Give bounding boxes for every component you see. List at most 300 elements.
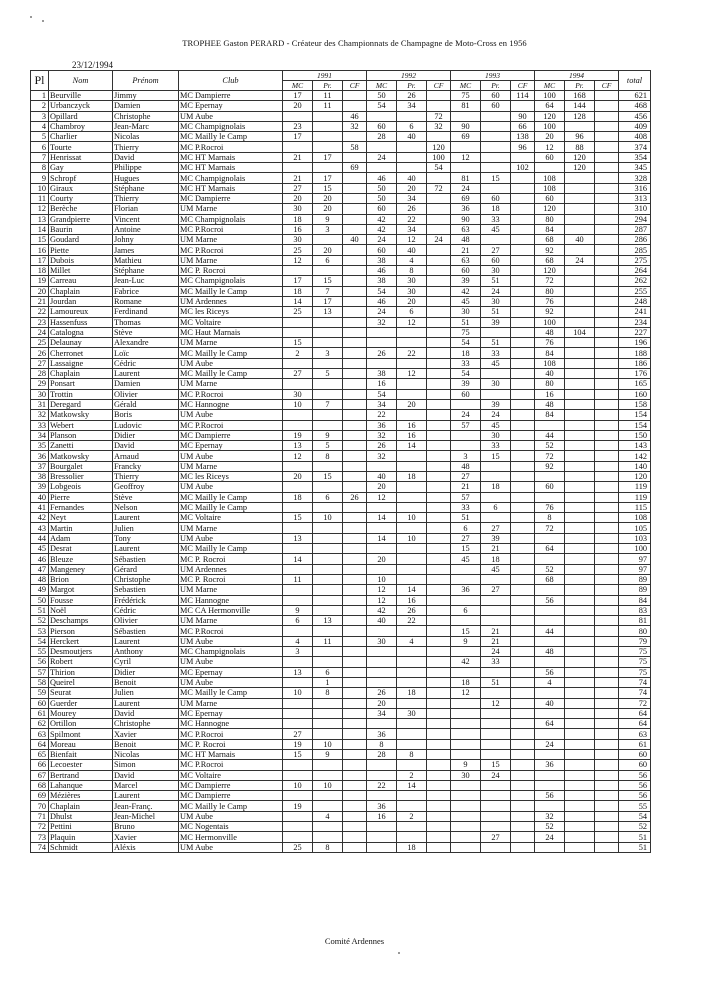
cell-cf-1993 [511, 471, 535, 481]
cell-cf-1991: 26 [343, 492, 367, 502]
cell-pr-1994 [565, 173, 595, 183]
cell-mc-1994 [535, 533, 565, 543]
table-row [31, 719, 651, 729]
cell-cf-1991 [343, 688, 367, 698]
cell-rank: 21 [31, 296, 49, 306]
cell-pr-1993 [481, 471, 511, 481]
cell-cf-1994 [595, 574, 619, 584]
cell-club: MC Hannogne [179, 595, 283, 605]
cell-pr-1992 [397, 657, 427, 667]
cell-pr-1993 [481, 719, 511, 729]
cell-rank: 67 [31, 770, 49, 780]
cell-cf-1992 [427, 471, 451, 481]
cell-mc-1991: 9 [283, 605, 313, 615]
cell-mc-1991: 20 [283, 471, 313, 481]
cell-cf-1991 [343, 204, 367, 214]
cell-cf-1992 [427, 173, 451, 183]
table-row [31, 492, 651, 502]
cell-pr-1993: 45 [481, 358, 511, 368]
cell-pr-1991 [313, 266, 343, 276]
cell-pr-1992: 18 [397, 471, 427, 481]
cell-name: Goudard [49, 235, 113, 245]
cell-cf-1991 [343, 544, 367, 554]
cell-cf-1991 [343, 647, 367, 657]
cell-pr-1991: 9 [313, 430, 343, 440]
cell-mc-1991: 15 [283, 513, 313, 523]
cell-total: 468 [619, 101, 651, 111]
cell-cf-1991 [343, 286, 367, 296]
cell-pr-1993 [481, 142, 511, 152]
cell-rank: 14 [31, 224, 49, 234]
cell-cf-1992 [427, 533, 451, 543]
cell-mc-1993: 24 [451, 410, 481, 420]
cell-cf-1994 [595, 214, 619, 224]
cell-mc-1994: 84 [535, 348, 565, 358]
cell-cf-1993 [511, 379, 535, 389]
cell-club: UM Aube [179, 451, 283, 461]
cell-firstname: Olivier [113, 616, 179, 626]
header-total: total [619, 71, 651, 91]
cell-total: 313 [619, 193, 651, 203]
cell-pr-1994 [565, 214, 595, 224]
table-row [31, 358, 651, 368]
cell-name: Matkowsky [49, 410, 113, 420]
cell-cf-1993 [511, 183, 535, 193]
cell-mc-1993: 39 [451, 379, 481, 389]
cell-pr-1991 [313, 461, 343, 471]
cell-cf-1994 [595, 338, 619, 348]
cell-mc-1994: 92 [535, 245, 565, 255]
cell-cf-1991 [343, 554, 367, 564]
cell-mc-1993: 36 [451, 204, 481, 214]
cell-club: UM Aube [179, 842, 283, 852]
cell-mc-1992 [367, 647, 397, 657]
header-pr: Pr. [397, 81, 427, 91]
cell-cf-1994 [595, 564, 619, 574]
cell-pr-1993: 60 [481, 91, 511, 101]
cell-cf-1991 [343, 101, 367, 111]
cell-pr-1992: 34 [397, 193, 427, 203]
header-mc: MC [535, 81, 565, 91]
cell-firstname: Antoine [113, 224, 179, 234]
cell-cf-1991 [343, 750, 367, 760]
cell-mc-1992: 60 [367, 245, 397, 255]
cell-pr-1993: 12 [481, 698, 511, 708]
cell-pr-1994 [565, 441, 595, 451]
cell-pr-1991 [313, 317, 343, 327]
cell-mc-1994 [535, 801, 565, 811]
cell-pr-1991: 11 [313, 101, 343, 111]
table-row [31, 750, 651, 760]
cell-pr-1994: 120 [565, 152, 595, 162]
cell-rank: 71 [31, 811, 49, 821]
cell-pr-1994 [565, 626, 595, 636]
cell-mc-1994: 76 [535, 502, 565, 512]
cell-mc-1992: 16 [367, 379, 397, 389]
cell-pr-1992 [397, 574, 427, 584]
cell-pr-1991 [313, 544, 343, 554]
cell-pr-1994: 24 [565, 255, 595, 265]
cell-name: Seurat [49, 688, 113, 698]
cell-mc-1994: 56 [535, 595, 565, 605]
cell-cf-1992 [427, 327, 451, 337]
cell-pr-1992: 34 [397, 224, 427, 234]
cell-firstname: Boris [113, 410, 179, 420]
cell-cf-1991: 46 [343, 111, 367, 121]
cell-pr-1994 [565, 533, 595, 543]
cell-mc-1993 [451, 595, 481, 605]
cell-mc-1994: 76 [535, 296, 565, 306]
cell-cf-1993 [511, 369, 535, 379]
cell-pr-1993: 30 [481, 296, 511, 306]
table-row [31, 739, 651, 749]
cell-cf-1994 [595, 739, 619, 749]
cell-mc-1994: 84 [535, 410, 565, 420]
cell-pr-1991 [313, 235, 343, 245]
cell-firstname: Christophe [113, 574, 179, 584]
cell-pr-1991: 4 [313, 811, 343, 821]
cell-firstname: Thierry [113, 471, 179, 481]
cell-club: MC Mailly le Camp [179, 544, 283, 554]
cell-pr-1991: 3 [313, 224, 343, 234]
cell-cf-1994 [595, 729, 619, 739]
cell-mc-1993 [451, 780, 481, 790]
cell-mc-1994: 64 [535, 101, 565, 111]
cell-cf-1991 [343, 832, 367, 842]
cell-cf-1994 [595, 605, 619, 615]
cell-pr-1991 [313, 554, 343, 564]
cell-total: 55 [619, 801, 651, 811]
cell-mc-1992: 12 [367, 595, 397, 605]
cell-pr-1991 [313, 410, 343, 420]
cell-pr-1992 [397, 801, 427, 811]
cell-cf-1993 [511, 317, 535, 327]
cell-total: 75 [619, 667, 651, 677]
cell-cf-1993 [511, 204, 535, 214]
cell-mc-1993 [451, 441, 481, 451]
cell-cf-1992 [427, 461, 451, 471]
cell-club: MC HT Marnais [179, 152, 283, 162]
cell-rank: 72 [31, 822, 49, 832]
table-row [31, 791, 651, 801]
cell-pr-1992 [397, 482, 427, 492]
cell-cf-1991 [343, 585, 367, 595]
cell-firstname: Laurent [113, 791, 179, 801]
cell-cf-1992 [427, 595, 451, 605]
cell-club: UM Aube [179, 482, 283, 492]
cell-rank: 37 [31, 461, 49, 471]
cell-pr-1993: 30 [481, 266, 511, 276]
cell-cf-1992 [427, 616, 451, 626]
cell-firstname: Didier [113, 667, 179, 677]
cell-pr-1991 [313, 698, 343, 708]
cell-pr-1991 [313, 482, 343, 492]
cell-mc-1991 [283, 317, 313, 327]
cell-rank: 10 [31, 183, 49, 193]
cell-mc-1992: 60 [367, 204, 397, 214]
table-row [31, 801, 651, 811]
cell-total: 72 [619, 698, 651, 708]
cell-cf-1994 [595, 183, 619, 193]
cell-name: Henrissat [49, 152, 113, 162]
cell-cf-1991 [343, 502, 367, 512]
cell-rank: 59 [31, 688, 49, 698]
cell-pr-1993 [481, 574, 511, 584]
cell-cf-1992 [427, 224, 451, 234]
cell-cf-1992: 24 [427, 235, 451, 245]
cell-name: Fernandes [49, 502, 113, 512]
cell-pr-1993 [481, 152, 511, 162]
cell-mc-1992: 32 [367, 430, 397, 440]
cell-pr-1992: 2 [397, 811, 427, 821]
cell-mc-1992: 46 [367, 173, 397, 183]
cell-total: 143 [619, 441, 651, 451]
cell-name: Noël [49, 605, 113, 615]
cell-mc-1993: 30 [451, 770, 481, 780]
cell-mc-1993: 81 [451, 173, 481, 183]
cell-total: 286 [619, 235, 651, 245]
cell-cf-1993 [511, 430, 535, 440]
cell-cf-1992: 120 [427, 142, 451, 152]
cell-mc-1994: 84 [535, 224, 565, 234]
cell-pr-1994 [565, 842, 595, 852]
cell-firstname: Christophe [113, 719, 179, 729]
table-row [31, 255, 651, 265]
cell-cf-1991 [343, 152, 367, 162]
cell-mc-1994 [535, 842, 565, 852]
cell-cf-1994 [595, 430, 619, 440]
cell-mc-1993: 75 [451, 91, 481, 101]
cell-firstname: Mathieu [113, 255, 179, 265]
cell-pr-1992: 18 [397, 842, 427, 852]
cell-cf-1994 [595, 822, 619, 832]
cell-mc-1993: 60 [451, 389, 481, 399]
cell-cf-1992 [427, 791, 451, 801]
cell-mc-1993: 21 [451, 482, 481, 492]
table-row [31, 121, 651, 131]
cell-rank: 5 [31, 132, 49, 142]
cell-mc-1991: 23 [283, 121, 313, 131]
cell-pr-1993: 18 [481, 554, 511, 564]
cell-mc-1992: 36 [367, 801, 397, 811]
cell-pr-1992: 16 [397, 595, 427, 605]
cell-cf-1992 [427, 842, 451, 852]
cell-pr-1991: 6 [313, 492, 343, 502]
cell-pr-1992: 20 [397, 183, 427, 193]
cell-firstname: Stève [113, 327, 179, 337]
cell-name: Hassenfuss [49, 317, 113, 327]
cell-club: UM Marne [179, 461, 283, 471]
table-row [31, 163, 651, 173]
cell-mc-1993: 15 [451, 544, 481, 554]
cell-pr-1991: 9 [313, 750, 343, 760]
cell-cf-1991 [343, 574, 367, 584]
cell-pr-1991 [313, 327, 343, 337]
cell-cf-1992: 32 [427, 121, 451, 131]
cell-cf-1991 [343, 791, 367, 801]
cell-firstname: Sebastien [113, 585, 179, 595]
cell-cf-1994 [595, 698, 619, 708]
cell-rank: 52 [31, 616, 49, 626]
cell-pr-1994 [565, 245, 595, 255]
cell-mc-1993: 18 [451, 348, 481, 358]
cell-pr-1994 [565, 389, 595, 399]
cell-cf-1994 [595, 791, 619, 801]
cell-rank: 38 [31, 471, 49, 481]
cell-cf-1991: 58 [343, 142, 367, 152]
cell-mc-1994: 100 [535, 121, 565, 131]
cell-mc-1993 [451, 739, 481, 749]
cell-rank: 9 [31, 173, 49, 183]
cell-pr-1992 [397, 523, 427, 533]
table-row [31, 101, 651, 111]
cell-cf-1993 [511, 616, 535, 626]
cell-mc-1992 [367, 719, 397, 729]
cell-cf-1994 [595, 91, 619, 101]
cell-pr-1993: 27 [481, 585, 511, 595]
cell-club: MC P. Rocroi [179, 574, 283, 584]
cell-mc-1991: 4 [283, 636, 313, 646]
cell-cf-1993 [511, 791, 535, 801]
cell-cf-1991 [343, 811, 367, 821]
cell-pr-1992: 22 [397, 348, 427, 358]
cell-rank: 13 [31, 214, 49, 224]
cell-cf-1993 [511, 677, 535, 687]
cell-pr-1992 [397, 760, 427, 770]
cell-cf-1994 [595, 296, 619, 306]
cell-rank: 31 [31, 399, 49, 409]
cell-rank: 46 [31, 554, 49, 564]
cell-name: Beurville [49, 91, 113, 101]
cell-name: Courty [49, 193, 113, 203]
cell-pr-1991: 8 [313, 451, 343, 461]
cell-mc-1991: 3 [283, 647, 313, 657]
table-row [31, 369, 651, 379]
cell-mc-1994: 40 [535, 369, 565, 379]
cell-mc-1994: 56 [535, 791, 565, 801]
cell-pr-1994 [565, 719, 595, 729]
cell-total: 150 [619, 430, 651, 440]
cell-mc-1991 [283, 482, 313, 492]
cell-total: 140 [619, 461, 651, 471]
cell-mc-1994: 40 [535, 698, 565, 708]
cell-cf-1993 [511, 688, 535, 698]
cell-name: Lassaigne [49, 358, 113, 368]
cell-cf-1994 [595, 389, 619, 399]
table-row [31, 626, 651, 636]
cell-mc-1991 [283, 585, 313, 595]
table-row [31, 204, 651, 214]
header-cf: CF [427, 81, 451, 91]
cell-mc-1993: 6 [451, 523, 481, 533]
cell-mc-1993: 63 [451, 255, 481, 265]
cell-cf-1992 [427, 811, 451, 821]
cell-pr-1994 [565, 348, 595, 358]
cell-total: 285 [619, 245, 651, 255]
cell-cf-1992 [427, 132, 451, 142]
header-year-1994: 1994 [535, 71, 619, 81]
cell-cf-1992 [427, 750, 451, 760]
cell-mc-1992 [367, 842, 397, 852]
cell-mc-1992: 24 [367, 307, 397, 317]
cell-total: 79 [619, 636, 651, 646]
cell-mc-1994 [535, 708, 565, 718]
cell-mc-1991: 27 [283, 729, 313, 739]
cell-name: Lahanque [49, 780, 113, 790]
cell-club: MC Dampierre [179, 430, 283, 440]
cell-mc-1994: 60 [535, 482, 565, 492]
cell-pr-1992 [397, 379, 427, 389]
cell-cf-1992: 72 [427, 111, 451, 121]
cell-cf-1994 [595, 647, 619, 657]
cell-club: MC les Riceys [179, 471, 283, 481]
cell-cf-1994 [595, 688, 619, 698]
cell-pr-1993: 18 [481, 482, 511, 492]
cell-firstname: Anthony [113, 647, 179, 657]
cell-firstname: Geoffroy [113, 482, 179, 492]
cell-name: Chaplain [49, 369, 113, 379]
cell-mc-1993: 18 [451, 677, 481, 687]
cell-pr-1994 [565, 358, 595, 368]
cell-pr-1992 [397, 544, 427, 554]
cell-cf-1991 [343, 245, 367, 255]
cell-cf-1993 [511, 801, 535, 811]
header-pr: Pr. [565, 81, 595, 91]
cell-rank: 56 [31, 657, 49, 667]
cell-firstname: Vincent [113, 214, 179, 224]
cell-rank: 6 [31, 142, 49, 152]
cell-rank: 17 [31, 255, 49, 265]
cell-club: MC P.Rocroi [179, 389, 283, 399]
cell-pr-1994 [565, 657, 595, 667]
cell-pr-1993 [481, 183, 511, 193]
cell-cf-1994 [595, 101, 619, 111]
cell-cf-1993 [511, 698, 535, 708]
cell-rank: 39 [31, 482, 49, 492]
table-row [31, 132, 651, 142]
cell-club: MC Champignolais [179, 647, 283, 657]
table-row [31, 183, 651, 193]
cell-pr-1992: 2 [397, 770, 427, 780]
cell-pr-1992 [397, 832, 427, 842]
cell-mc-1994: 52 [535, 822, 565, 832]
cell-pr-1992 [397, 389, 427, 399]
cell-cf-1992 [427, 317, 451, 327]
cell-cf-1991 [343, 513, 367, 523]
cell-cf-1994 [595, 132, 619, 142]
cell-cf-1992 [427, 91, 451, 101]
cell-mc-1993: 75 [451, 327, 481, 337]
cell-mc-1993 [451, 616, 481, 626]
cell-cf-1991 [343, 327, 367, 337]
table-row [31, 451, 651, 461]
cell-cf-1992 [427, 245, 451, 255]
cell-name: Adam [49, 533, 113, 543]
cell-cf-1994 [595, 327, 619, 337]
cell-cf-1992 [427, 307, 451, 317]
cell-mc-1993 [451, 791, 481, 801]
cell-cf-1994 [595, 533, 619, 543]
cell-pr-1991 [313, 142, 343, 152]
cell-rank: 33 [31, 420, 49, 430]
cell-cf-1992 [427, 657, 451, 667]
table-row [31, 245, 651, 255]
cell-mc-1993: 57 [451, 420, 481, 430]
header-rank: Pl [34, 72, 45, 87]
cell-club: UM Aube [179, 811, 283, 821]
cell-cf-1993 [511, 348, 535, 358]
cell-cf-1992 [427, 255, 451, 265]
